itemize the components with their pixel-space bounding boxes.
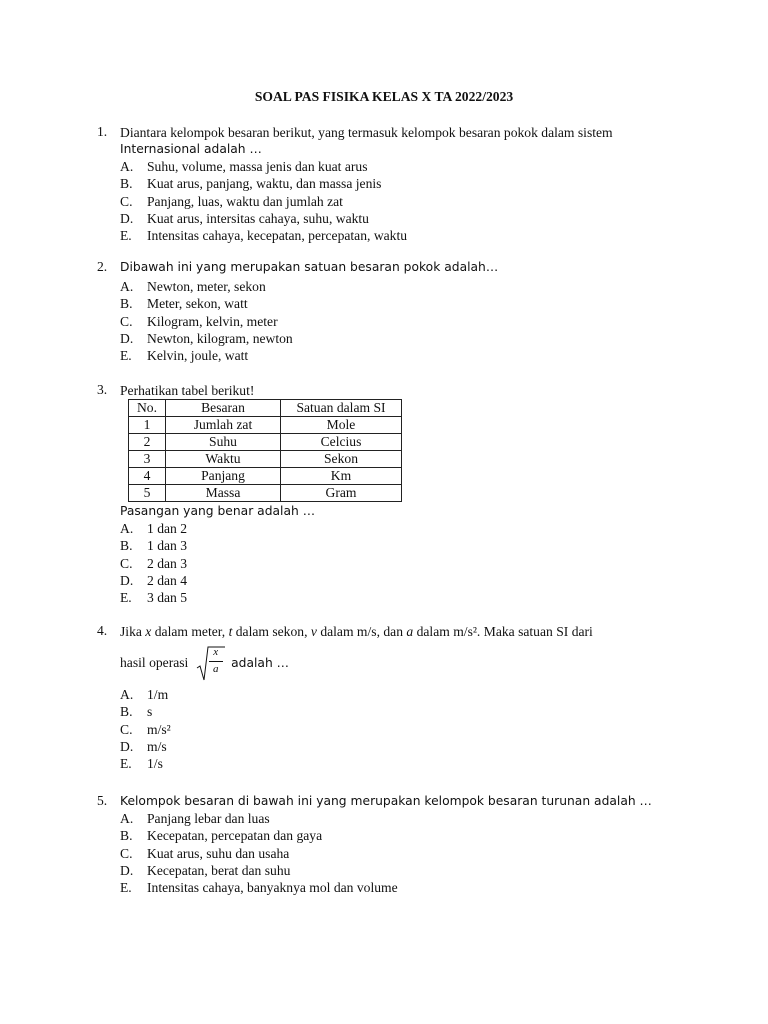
option-list <box>120 278 697 364</box>
table-header: Satuan dalam SI <box>281 400 402 417</box>
fraction-denominator: a <box>212 663 219 675</box>
option-b[interactable] <box>120 827 717 844</box>
option-letter: A. <box>120 159 134 174</box>
option-text: Kilogram, kelvin, meter <box>147 313 278 329</box>
option-letter: E. <box>120 880 132 896</box>
option-letter: C. <box>120 555 133 571</box>
question-prompt: Pasangan yang benar adalah … <box>120 504 315 518</box>
option-b[interactable] <box>120 175 697 192</box>
option-letter: C. <box>120 845 133 861</box>
table-cell: Km <box>281 468 402 485</box>
units-table <box>128 399 402 502</box>
option-text: Intensitas cahaya, kecepatan, percepatan, waktu <box>147 228 408 244</box>
option-letter: E. <box>120 756 132 772</box>
option-letter: E. <box>120 348 132 364</box>
question-number: 3. <box>97 382 108 397</box>
table-header: No. <box>129 400 166 417</box>
option-text: Meter, sekon, watt <box>147 296 248 312</box>
table-cell: Mole <box>281 417 402 434</box>
question-3 <box>97 382 697 606</box>
question-text: Perhatikan tabel berikut! <box>120 383 255 398</box>
option-d[interactable] <box>120 738 697 755</box>
option-text: 3 dan 5 <box>147 590 188 606</box>
option-list <box>120 158 697 244</box>
option-letter: D. <box>120 862 134 878</box>
option-a[interactable] <box>120 686 697 703</box>
option-text: s <box>147 704 153 720</box>
option-e[interactable] <box>120 589 697 606</box>
table-cell: 2 <box>129 434 166 451</box>
fraction <box>209 646 223 675</box>
option-e[interactable] <box>120 347 697 364</box>
option-text: Kecepatan, berat dan suhu <box>147 862 291 878</box>
table-cell: Gram <box>281 485 402 502</box>
table-cell: Suhu <box>166 434 281 451</box>
table-row <box>129 434 402 451</box>
option-e[interactable] <box>120 227 697 244</box>
option-text: m/s² <box>147 721 171 737</box>
sqrt-fraction-formula <box>196 646 224 682</box>
question-5 <box>97 793 717 896</box>
table-row <box>129 451 402 468</box>
option-text: Intensitas cahaya, banyaknya mol dan volume <box>147 880 398 896</box>
page-title: SOAL PAS FISIKA KELAS X TA 2022/2023 <box>254 89 514 104</box>
option-list <box>120 810 717 896</box>
table-cell: 1 <box>129 417 166 434</box>
option-b[interactable] <box>120 295 697 312</box>
option-text: 1/s <box>147 756 163 772</box>
option-text: 1/m <box>147 687 169 702</box>
option-letter: C. <box>120 193 133 209</box>
option-letter: D. <box>120 572 134 588</box>
text-run: hasil operasi <box>120 655 192 671</box>
option-letter: A. <box>120 521 134 536</box>
table-header-row <box>129 400 402 417</box>
table-cell: Panjang <box>166 468 281 485</box>
question-4 <box>97 623 697 772</box>
option-letter: D. <box>120 738 134 754</box>
option-b[interactable] <box>120 703 697 720</box>
option-d[interactable] <box>120 210 697 227</box>
option-text: Panjang lebar dan luas <box>147 811 270 826</box>
table-cell: 4 <box>129 468 166 485</box>
option-c[interactable] <box>120 845 717 862</box>
option-letter: B. <box>120 176 133 192</box>
table-cell: 5 <box>129 485 166 502</box>
question-1 <box>97 124 697 244</box>
question-number: 1. <box>97 124 108 139</box>
option-letter: D. <box>120 210 134 226</box>
option-letter: E. <box>120 228 132 244</box>
option-d[interactable] <box>120 862 717 879</box>
option-letter: D. <box>120 330 134 346</box>
option-e[interactable] <box>120 755 697 772</box>
option-list <box>120 686 697 772</box>
option-letter: B. <box>120 296 133 312</box>
table-cell: Jumlah zat <box>166 417 281 434</box>
question-number: 2. <box>97 259 108 274</box>
table-cell: Waktu <box>166 451 281 468</box>
table-cell: Massa <box>166 485 281 502</box>
option-letter: E. <box>120 590 132 606</box>
option-c[interactable] <box>120 313 697 330</box>
text-run: adalah … <box>231 656 289 671</box>
fraction-bar <box>209 661 223 662</box>
option-letter: C. <box>120 721 133 737</box>
table-row <box>129 417 402 434</box>
option-c[interactable] <box>120 555 697 572</box>
text-run: Jika <box>120 624 146 639</box>
option-a[interactable] <box>120 810 717 827</box>
option-e[interactable] <box>120 879 717 896</box>
option-a[interactable] <box>120 520 697 537</box>
question-2 <box>97 259 697 364</box>
question-text-line: Diantara kelompok besaran berikut, yang termasuk kelompok besaran pokok dalam sistem <box>120 125 613 140</box>
text-run: dalam m/s, dan <box>316 624 407 639</box>
table-cell: Sekon <box>281 451 402 468</box>
option-text: Panjang, luas, waktu dan jumlah zat <box>147 193 343 209</box>
variable-a: a <box>406 624 414 639</box>
option-b[interactable] <box>120 537 697 554</box>
option-letter: B. <box>120 828 133 844</box>
option-text: Newton, kilogram, newton <box>147 330 293 346</box>
option-a[interactable] <box>120 158 697 175</box>
text-run: dalam sekon, <box>232 624 311 639</box>
fraction-numerator: x <box>213 646 219 658</box>
option-text: Kecepatan, percepatan dan gaya <box>147 828 323 844</box>
text-run: dalam meter, <box>151 624 229 639</box>
option-letter: A. <box>120 687 134 702</box>
variable-v: v <box>310 624 317 639</box>
option-text: Newton, meter, sekon <box>147 279 266 294</box>
option-a[interactable] <box>120 278 697 295</box>
option-d[interactable] <box>120 330 697 347</box>
option-text: 1 dan 3 <box>147 538 188 554</box>
option-text: Kuat arus, intersitas cahaya, suhu, waktu <box>147 210 369 226</box>
question-text-line-2 <box>120 646 697 684</box>
question-text-line: Internasional adalah … <box>120 142 262 156</box>
table-row <box>129 485 402 502</box>
option-letter: A. <box>120 279 134 294</box>
question-text: Kelompok besaran di bawah ini yang merupakan kelompok besaran turunan adalah … <box>120 794 652 808</box>
question-number: 4. <box>97 623 108 638</box>
option-text: 1 dan 2 <box>147 521 188 536</box>
option-d[interactable] <box>120 572 697 589</box>
option-text: m/s <box>147 738 167 754</box>
variable-x: x <box>145 624 152 639</box>
question-text <box>120 623 697 640</box>
question-text: Dibawah ini yang merupakan satuan besaran pokok adalah… <box>120 260 499 274</box>
option-c[interactable] <box>120 193 697 210</box>
text-run: dalam m/s². Maka satuan SI dari <box>413 624 593 639</box>
option-letter: B. <box>120 538 133 554</box>
option-text: Suhu, volume, massa jenis dan kuat arus <box>147 159 368 174</box>
table-cell: 3 <box>129 451 166 468</box>
option-text: Kelvin, joule, watt <box>147 348 249 364</box>
option-text: 2 dan 3 <box>147 555 188 571</box>
option-text: Kuat arus, panjang, waktu, dan massa jenis <box>147 176 382 192</box>
table-row <box>129 468 402 485</box>
question-text <box>120 124 697 158</box>
question-number: 5. <box>97 793 108 808</box>
table-cell: Celcius <box>281 434 402 451</box>
option-letter: B. <box>120 704 133 720</box>
option-text: 2 dan 4 <box>147 572 188 588</box>
variable-t: t <box>228 624 233 639</box>
option-letter: C. <box>120 313 133 329</box>
option-c[interactable] <box>120 721 697 738</box>
table-header: Besaran <box>166 400 281 417</box>
option-letter: A. <box>120 811 134 826</box>
option-list <box>120 520 697 606</box>
option-text: Kuat arus, suhu dan usaha <box>147 845 290 861</box>
